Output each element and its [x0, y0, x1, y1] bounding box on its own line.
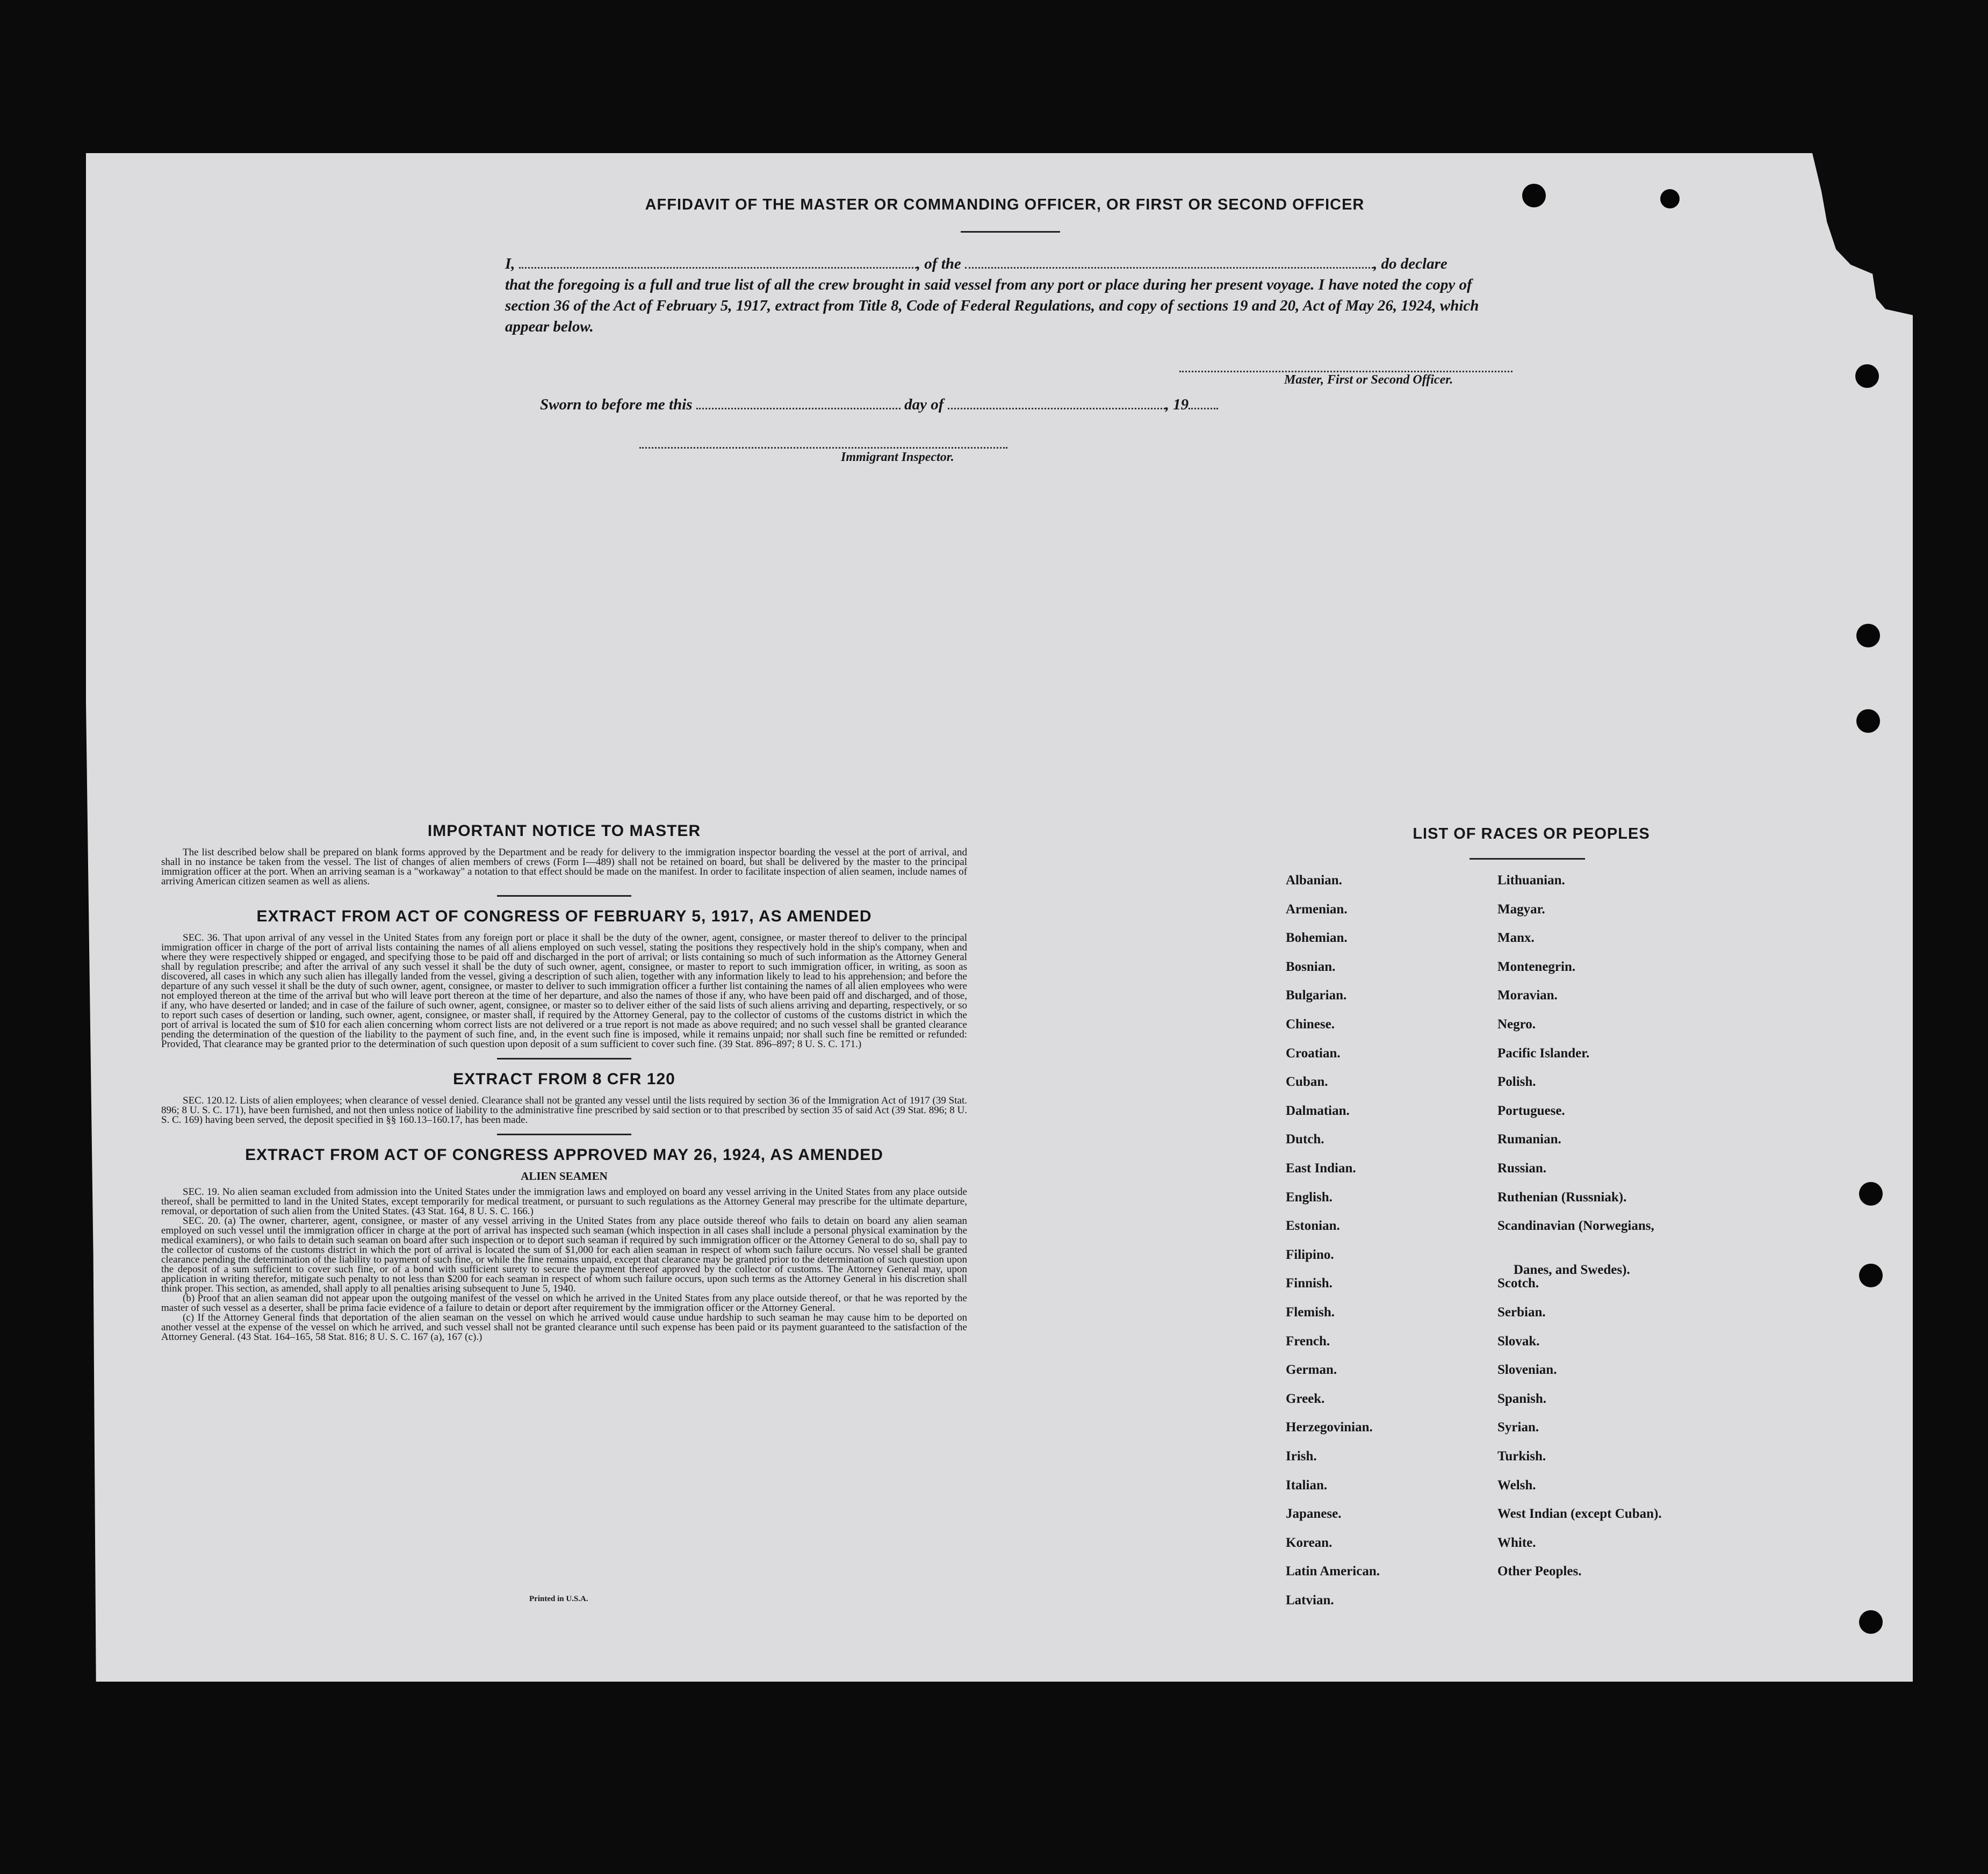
race-item: Italian.: [1286, 1478, 1328, 1493]
race-item: Latin American.: [1286, 1564, 1380, 1579]
race-item: Polish.: [1497, 1075, 1536, 1089]
race-item: Moravian.: [1497, 988, 1558, 1003]
punch-hole: [1859, 1182, 1883, 1206]
race-item: Slovenian.: [1497, 1363, 1557, 1377]
master-signature-field[interactable]: [1179, 371, 1512, 372]
race-item: Flemish.: [1286, 1305, 1335, 1320]
year-label: , 19: [1165, 396, 1189, 413]
punch-hole: [1855, 364, 1879, 388]
sec19-text: SEC. 19. No alien seaman excluded from admission into the United States under the immigration laws and employed on board any vessel arriving in the United States from any place outside thereof, shall be permitted to land in the United States, except temporarily for medical treatment, or pursuant to such regulations as the Attorney General may prescribe for the ultimate departure, removal, or deportation of such alien from the United States. (43 Stat. 164, 8 U. S. C. 166.): [161, 1186, 967, 1217]
sworn-label: Sworn to before me this: [540, 396, 693, 413]
punch-hole: [1660, 189, 1680, 208]
punch-hole: [1522, 184, 1546, 207]
declaration-line: [505, 254, 1515, 275]
race-item: Scotch.: [1497, 1276, 1539, 1291]
race-item: Finnish.: [1286, 1276, 1332, 1291]
race-item: Spanish.: [1497, 1392, 1547, 1406]
sworn-year-field[interactable]: [1189, 396, 1218, 409]
race-item: Slovak.: [1497, 1334, 1540, 1349]
race-item: Rumanian.: [1497, 1132, 1561, 1147]
race-item: Cuban.: [1286, 1075, 1328, 1089]
sec20a-text: SEC. 20. (a) The owner, charterer, agent, consignee, or master of any vessel arriving in the United States from any place outside thereof who fails to detain on board any alien seaman employed on such vessel until the immigration officer in charge at the port of arrival has inspected such seaman (which inspection in all cases shall include a personal physical examination by the medical examiners), or who fails to detain such seaman on board after such inspection or to deport such seaman if required by such immigration officer or the Attorney General to do so, shall pay to the collector of customs of the customs district in which the port of arrival is located the sum of $1,000 for each alien seaman in respect of whom such failure occurs. No vessel shall be granted clearance pending the determination of the liability to payment of such fine, or while the fine remains unpaid, except that clearance may be granted prior to the determination of such question upon the deposit of a sum sufficient to cover such fine, or of a bond with sufficient surety to secure the payment thereof approved by the collector of customs. The Attorney General may, upon application in writing therefor, mitigate such penalty to not less than $200 for each seaman in respect of whom such failure occurs, upon such terms as the Attorney General in his discretion shall think proper. This section, as amended, shall apply to all penalties arising subsequent to June 5, 1940.: [161, 1215, 967, 1294]
notice-title: IMPORTANT NOTICE TO MASTER: [427, 822, 701, 840]
section-divider: [497, 1134, 631, 1135]
race-item: Chinese.: [1286, 1017, 1335, 1032]
race-item: Bosnian.: [1286, 960, 1336, 974]
race-item: Bohemian.: [1286, 931, 1348, 945]
race-item: Estonian.: [1286, 1219, 1340, 1233]
title-divider: [961, 231, 1060, 233]
sworn-line: [540, 396, 1346, 414]
extract-cfr-text: SEC. 120.12. Lists of alien employees; when clearance of vessel denied. Clearance shall not be granted any vessel until the lists required by section 36 of the Immigration Act of 1917 (39 Stat. 896; 8 U. S. C. 171), have been furnished, and not then unless notice of liability to the administrative fine prescribed by said section or to that prescribed by section 35 of said Act (39 Stat. 896; 8 U. S. C. 169) having been served, the deposit specified in §§ 160.13–160.17, has been made.: [161, 1095, 967, 1126]
extract-cfr-title: EXTRACT FROM 8 CFR 120: [453, 1070, 675, 1088]
declarant-label: I,: [505, 255, 515, 272]
race-item: Albanian.: [1286, 873, 1342, 888]
race-item: Bulgarian.: [1286, 988, 1347, 1003]
sworn-month-field[interactable]: [948, 396, 1165, 409]
races-title: LIST OF RACES OR PEOPLES: [1413, 825, 1650, 842]
affidavit-text: [505, 254, 1515, 337]
race-item: English.: [1286, 1190, 1332, 1205]
race-item: Filipino.: [1286, 1248, 1334, 1262]
punch-hole: [1859, 1610, 1883, 1634]
notice-text: The list described below shall be prepared on blank forms approved by the Department and be ready for delivery to the immigration inspector boarding the vessel at the port of arrival, and shall in no instance be taken from the vessel. The list of changes of alien members of crews (Form I—489) shall not be retained on board, but shall be delivered by the master to the principal immigration officer at the port. When an arriving seaman is a "workaway" a notation to that effect should be made on the manifest. In order to facilitate inspection of alien seamen, include names of arriving American citizen seamen as well as aliens.: [161, 847, 967, 887]
race-item: Lithuanian.: [1497, 873, 1565, 888]
race-item: Herzegovinian.: [1286, 1420, 1373, 1435]
race-item: French.: [1286, 1334, 1330, 1349]
race-item: Russian.: [1497, 1161, 1547, 1176]
extract-1924-title: EXTRACT FROM ACT OF CONGRESS APPROVED MAY 26, 1924, AS AMENDED: [245, 1146, 883, 1164]
declare-label: , do declare: [1373, 255, 1447, 272]
race-item: Serbian.: [1497, 1305, 1546, 1320]
race-item: White.: [1497, 1536, 1536, 1550]
race-item: Turkish.: [1497, 1449, 1546, 1464]
race-item: Japanese.: [1286, 1507, 1342, 1521]
race-item: Other Peoples.: [1497, 1564, 1582, 1579]
extract-1917-title: EXTRACT FROM ACT OF CONGRESS OF FEBRUARY 5, 1917, AS AMENDED: [256, 907, 872, 925]
vessel-label: , of the: [916, 255, 961, 272]
race-item: Dutch.: [1286, 1132, 1324, 1147]
affidavit-title: AFFIDAVIT OF THE MASTER OR COMMANDING OFFICER, OR FIRST OR SECOND OFFICER: [645, 196, 1365, 213]
inspector-signature-field[interactable]: [639, 447, 1007, 449]
race-item: Montenegrin.: [1497, 960, 1576, 974]
master-signature-label: Master, First or Second Officer.: [1284, 373, 1453, 387]
punch-hole: [1856, 709, 1880, 733]
race-item: Korean.: [1286, 1536, 1332, 1550]
race-item: Ruthenian (Russniak).: [1497, 1190, 1627, 1205]
punch-hole: [1859, 1264, 1883, 1287]
punch-hole: [1856, 624, 1880, 647]
sec20b-text: (b) Proof that an alien seaman did not appear upon the outgoing manifest of the vessel on which he arrived in the United States from any place outside thereof, or that he was reported by the master of such vessel as a deserter, shall be prima facie evidence of a failure to detain or deport after requirement by the immigration officer or the Attorney General.: [161, 1293, 967, 1314]
declarant-name-field[interactable]: [519, 255, 917, 269]
declaration-body: that the foregoing is a full and true list of all the crew brought in said vessel from any port or place during her present voyage. I have noted the copy of section 36 of the Act of February 5, 1917, extract from Title 8, Code of Federal Regulations, and copy of sections 19 and 20, Act of May 26, 1924, which appear below.: [505, 276, 1479, 335]
race-item: Greek.: [1286, 1392, 1325, 1406]
races-divider: [1470, 858, 1585, 860]
race-item: Croatian.: [1286, 1046, 1341, 1061]
race-item: Negro.: [1497, 1017, 1536, 1032]
alien-seamen-subtitle: ALIEN SEAMEN: [521, 1170, 608, 1183]
race-item: Syrian.: [1497, 1420, 1539, 1435]
printed-in-usa: Printed in U.S.A.: [529, 1595, 588, 1603]
vessel-name-field[interactable]: [965, 255, 1373, 269]
race-item: Portuguese.: [1497, 1104, 1565, 1118]
race-item: Armenian.: [1286, 902, 1348, 917]
sworn-day-field[interactable]: [696, 396, 901, 409]
race-item: Magyar.: [1497, 902, 1545, 917]
inspector-signature-label: Immigrant Inspector.: [841, 450, 954, 464]
race-item: Irish.: [1286, 1449, 1317, 1464]
race-item: Danes, and Swedes).: [1514, 1263, 1630, 1277]
race-item: West Indian (except Cuban).: [1497, 1507, 1662, 1521]
race-item: German.: [1286, 1363, 1337, 1377]
race-item: Scandinavian (Norwegians,: [1497, 1219, 1654, 1233]
extract-1917-text: SEC. 36. That upon arrival of any vessel in the United States from any foreign port or place it shall be the duty of the owner, agent, consignee, or master thereof to deliver to the principal immigration officer in charge of the port of arrival lists containing the names of all aliens employed on such vessel, stating the positions they respectively hold in the ship's company, when and where they were respectively shipped or engaged, and specifying those to be paid off and discharged in the port of arrival; or lists containing so much of such information as the Attorney General shall by regulation prescribe; and after the arrival of any such vessel it shall be the duty of such owner, agent, consignee, or master to report to such immigration officer, in writing, as soon as discovered, all cases in which any such alien has illegally landed from the vessel, giving a description of such alien, together with any information likely to lead to his apprehension; and before the departure of any such vessel it shall be the duty of such owner, agent, consignee, or master to deliver to such immigration officer a further list containing the names of all alien employees who were not employed thereon at the time of the arrival but who will leave port thereon at the time of her departure, and also the names of those if any, who have been paid off and discharged, and of those, if any, who have deserted or landed; and in case of the failure of such owner, agent, consignee, or master so to deliver either of the said lists of such aliens arriving and departing, respectively, or so to report such cases of desertion or landing, such owner, agent, consignee, or master shall, if required by the Attorney General, pay to the collector of customs of the customs district in which the port of arrival is located the sum of $10 for each alien concerning whom correct lists are not delivered or a true report is not made as above required; and no such vessel shall be granted clearance pending the determination of the question of the liability to the payment of such fine, and, in the event such fine is imposed, while it remains unpaid; nor shall such fine be remitted or refunded: Provided, That clearance may be granted prior to the determination of such question upon deposit of a sum sufficient to cover such fine. (39 Stat. 896–897; 8 U. S. C. 171.): [161, 932, 967, 1050]
section-divider: [497, 895, 631, 897]
legal-notices: [161, 822, 967, 1342]
race-item: Pacific Islander.: [1497, 1046, 1590, 1061]
race-item: East Indian.: [1286, 1161, 1356, 1176]
race-item: Welsh.: [1497, 1478, 1536, 1493]
section-divider: [497, 1058, 631, 1059]
race-item: Manx.: [1497, 931, 1535, 945]
sec20c-text: (c) If the Attorney General finds that deportation of the alien seaman on the vessel on which he arrived would cause undue hardship to such seaman he may cause him to be deported on another vessel at the expense of the vessel on which he arrived, and such vessel shall not be granted clearance until such expense has been paid or its payment guaranteed to the satisfaction of the Attorney General. (43 Stat. 164–165, 58 Stat. 816; 8 U. S. C. 167 (a), 167 (c).): [161, 1312, 967, 1343]
race-item: Latvian.: [1286, 1593, 1334, 1608]
race-item: Dalmatian.: [1286, 1104, 1350, 1118]
day-of-label: day of: [904, 396, 944, 413]
